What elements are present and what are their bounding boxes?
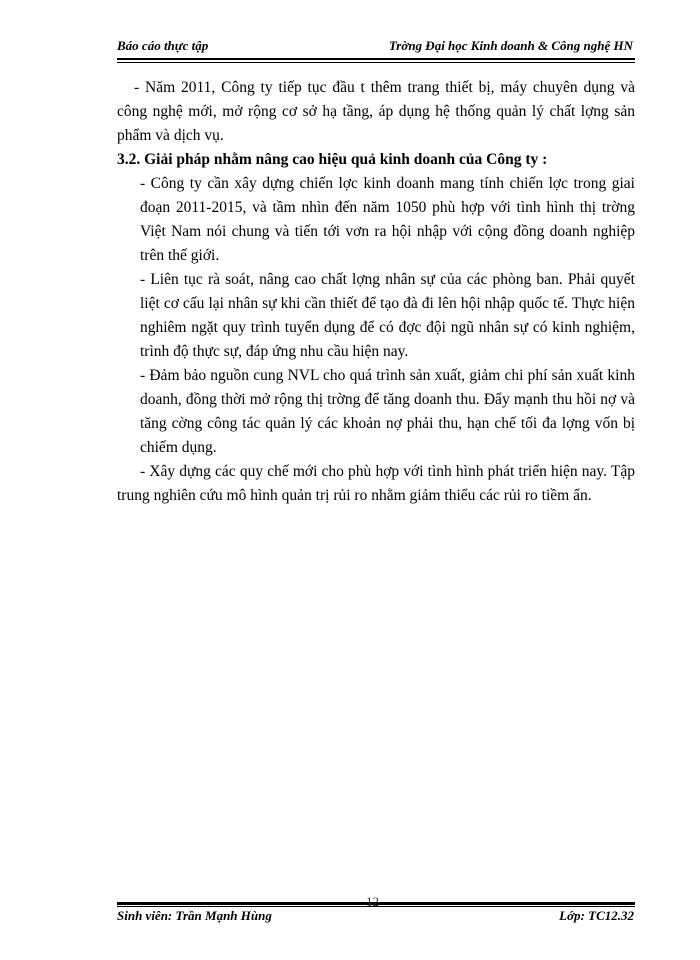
paragraph-2011-investment: - Năm 2011, Công ty tiếp tục đầu t thêm trang thiết bị, máy chuyên dụng và công nghệ mới, mở rộng cơ sở hạ tầng, áp dụng hệ thống quản lý chất lợng sản phẩm và dịch vụ. — [117, 79, 635, 144]
solution-list — [117, 172, 635, 460]
paragraph-strategy: - Công ty cần xây dựng chiến lợc kinh doanh mang tính chiến lợc trong giai đoạn 2011-2015, và tầm nhìn đến năm 1050 phù hợp với tình hình thị trờng Việt Nam nói chung và tiến tới vơn ra hội nhập với cộng đồng doanh nghiệp trên thế giới. — [140, 175, 635, 264]
footer-class-code: Lớp: TC12.32 — [559, 908, 634, 923]
paragraph-supply-debt: - Đảm bảo nguồn cung NVL cho quá trình sản xuất, giảm chi phí sản xuất kinh doanh, đồng thời mở rộng thị trờng để tăng doanh thu. Đẩy mạnh thu hồi nợ và tăng cờng công tác quản lý các khoản nợ phải thu, hạn chế tối đa lợng vốn bị chiếm dụng. — [140, 367, 635, 456]
section-heading-3-2: 3.2. Giải pháp nhằm nâng cao hiệu quả kinh doanh của Công ty : — [117, 151, 548, 168]
page-body — [117, 76, 635, 508]
paragraph-risk-management: - Xây dựng các quy chế mới cho phù hợp với tình hình phát triển hiện nay. Tập trung nghiên cứu mô hình quản trị rủi ro nhằm giảm thiểu các rủi ro tiềm ẩn. — [117, 463, 635, 504]
page-number: 12 — [366, 894, 379, 909]
header-report-title: Báo cáo thực tập — [117, 38, 209, 53]
page-header — [117, 38, 635, 60]
paragraph-personnel: - Liên tục rà soát, nâng cao chất lợng nhân sự của các phòng ban. Phải quyết liệt cơ cấu lại nhân sự khi cần thiết để tạo đà đi lên hội nhập quốc tế. Thực hiện nghiêm ngặt quy trình tuyển dụng để có đợc đội ngũ nhân sự có kinh nghiệm, trình độ thực sự, đáp ứng nhu cầu hiện nay. — [140, 271, 635, 360]
footer-student-name: Sinh viên: Trần Mạnh Hùng — [117, 908, 272, 923]
header-rule — [117, 58, 635, 60]
header-rule-thin — [117, 62, 635, 63]
header-university-name: Trờng Đại học Kinh doanh & Công nghệ HN — [388, 38, 633, 53]
